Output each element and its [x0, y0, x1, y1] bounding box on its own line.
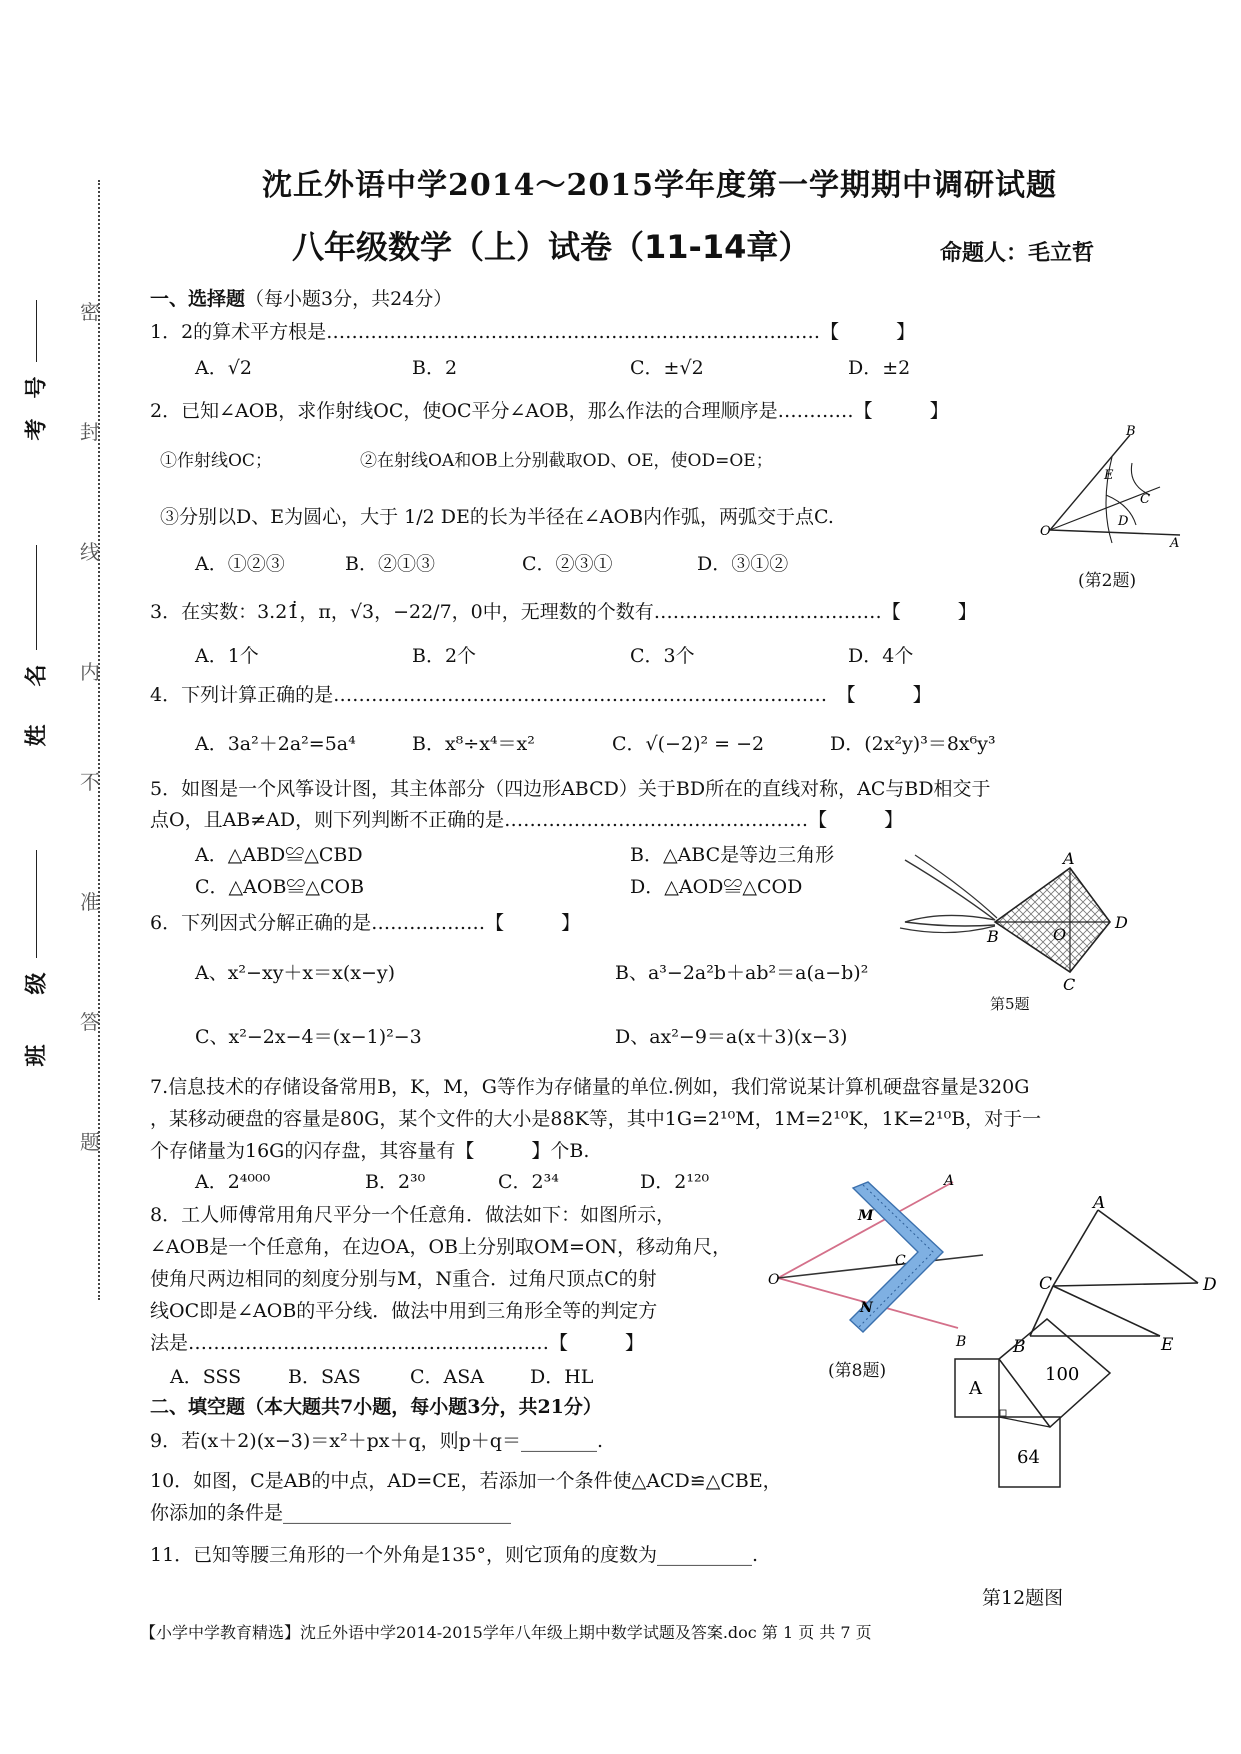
section1-title [150, 284, 452, 311]
q1-option-b[interactable]: B．2 [412, 357, 458, 379]
seal-char: 不 [80, 770, 100, 794]
q5-option-c[interactable]: C．△AOB≌△COB [195, 876, 365, 898]
q4-stem: 4．下列计算正确的是…………………………………………………………………… 【 】 [150, 684, 932, 706]
q8-option-c[interactable]: C．ASA [410, 1366, 484, 1388]
q4-option-a[interactable]: A．3a²＋2a²=5a⁴ [195, 733, 356, 755]
q7-line2: ，某移动硬盘的容量是80G，某个文件的大小是88K等，其中1G=2¹⁰M，1M=2¹⁰K，1K=2¹⁰B，对于一 [150, 1108, 1042, 1130]
q7-line1: 7.信息技术的存储设备常用B，K，M，G等作为存储量的单位.例如，我们常说某计算机硬盘容量是320G [150, 1076, 1030, 1098]
q10-line1: 10．如图，C是AB的中点，AD=CE，若添加一个条件使△ACD≌△CBE， [150, 1470, 782, 1492]
svg-text:B: B [956, 1334, 967, 1350]
q11-text[interactable]: 11．已知等腰三角形的一个外角是135°，则它顶角的度数为__________. [150, 1544, 758, 1566]
q2-step-3: ③分别以D、E为圆心，大于 1/2 DE的长为半径在∠AOB内作弧，两弧交于点C. [160, 506, 834, 528]
svg-text:D: D [1115, 913, 1128, 932]
svg-text:D: D [1203, 1275, 1217, 1295]
q2-option-a[interactable]: A．①②③ [195, 553, 285, 575]
q6-option-b[interactable]: B、a³−2a²b＋ab²＝a(a−b)² [615, 962, 869, 984]
q8-option-d[interactable]: D．HL [530, 1366, 594, 1388]
fig12-label-64: 64 [1017, 1447, 1040, 1468]
svg-text:C: C [1140, 492, 1150, 507]
q8-line3: 使角尺两边相同的刻度分别与M，N重合．过角尺顶点C的射 [150, 1268, 657, 1290]
seal-char: 封 [80, 420, 100, 444]
svg-text:E: E [1161, 1335, 1174, 1355]
page-footer: 【小学中学教育精选】沈丘外语中学2014-2015学年八年级上期中数学试题及答案.doc 第 1 页 共 7 页 [140, 1623, 872, 1642]
q6-stem: 6．下列因式分解正确的是………………【 】 [150, 912, 581, 934]
q1-option-c[interactable]: C．±√2 [630, 357, 704, 379]
svg-text:B: B [1126, 425, 1136, 439]
svg-text:A: A [1170, 536, 1180, 550]
q3-option-a[interactable]: A．1个 [195, 645, 259, 667]
fig12-label-a: A [969, 1378, 982, 1399]
q8-line5: 法是…………………………………………………【 】 [150, 1332, 645, 1354]
q2-step-1: ①作射线OC； [160, 451, 272, 471]
q5-option-d[interactable]: D．△AOD≌△COD [630, 876, 803, 898]
q2-option-b[interactable]: B．②①③ [345, 553, 435, 575]
q6-option-a[interactable]: A、x²−xy＋x＝x(x−y) [195, 962, 396, 984]
q9-text[interactable]: 9．若(x＋2)(x−3)＝x²＋px＋q，则p＋q＝________. [150, 1430, 604, 1452]
figure-q5-caption: 第5题 [990, 995, 1030, 1013]
svg-text:N: N [860, 1300, 873, 1316]
q5-option-b[interactable]: B．△ABC是等边三角形 [630, 844, 835, 866]
exam-number-label-1: 考 [23, 418, 50, 441]
exam-title: 沈丘外语中学2014～2015学年度第一学期期中调研试题 [262, 168, 1057, 203]
q1-option-a[interactable]: A．√2 [195, 357, 252, 379]
figure-q12-squares [950, 1315, 1122, 1490]
q1-option-d[interactable]: D．±2 [848, 357, 911, 379]
q6-option-c[interactable]: C、x²−2x−4＝(x−1)²−3 [195, 1026, 422, 1048]
q10-line2[interactable]: 你添加的条件是________________________ [150, 1502, 512, 1524]
q5-option-a[interactable]: A．△ABD≌△CBD [195, 844, 363, 866]
q7-option-c[interactable]: C．2³⁴ [498, 1171, 559, 1193]
q6-option-d[interactable]: D、ax²−9＝a(x＋3)(x−3) [615, 1026, 848, 1048]
exam-subtitle: 八年级数学（上）试卷（11-14章） [292, 228, 811, 266]
q4-option-b[interactable]: B．x⁸÷x⁴＝x² [412, 733, 535, 755]
svg-text:O: O [1053, 925, 1067, 944]
q8-option-a[interactable]: A．SSS [170, 1366, 242, 1388]
q3-stem: 3．在实数：3.21̇̇，π，√3，−22/7，0中，无理数的个数有………………………………【 】 [150, 601, 977, 623]
class-label-2: 级 [23, 972, 50, 995]
q8-option-b[interactable]: B．SAS [288, 1366, 361, 1388]
q2-option-c[interactable]: C．②③① [522, 553, 613, 575]
svg-text:O: O [1040, 524, 1051, 539]
q2-option-d[interactable]: D．③①② [697, 553, 789, 575]
svg-text:C: C [1063, 975, 1076, 990]
q8-line1: 8．工人师傅常用角尺平分一个任意角．做法如下：如图所示， [150, 1204, 676, 1226]
seal-char: 线 [80, 540, 100, 564]
section2-title: 二、填空题（本大题共7小题，每小题3分，共21分） [150, 1396, 602, 1418]
q3-option-d[interactable]: D．4个 [848, 645, 914, 667]
svg-text:D: D [1118, 514, 1129, 529]
q7-option-d[interactable]: D．2¹²⁰ [640, 1171, 710, 1193]
svg-text:A: A [1093, 1196, 1106, 1213]
figure-q2-caption: (第2题) [1078, 571, 1137, 591]
q4-option-d[interactable]: D．(2x²y)³＝8x⁶y³ [830, 733, 996, 755]
q2-stem: 2．已知∠AOB，求作射线OC，使OC平分∠AOB，那么作法的合理顺序是…………【 】 [150, 400, 949, 422]
q1-stem: 1．2的算术平方根是……………………………………………………………………【 】 [150, 321, 916, 343]
section1-heading: 一、选择题 [150, 288, 246, 310]
svg-text:O: O [768, 1272, 780, 1288]
q7-option-b[interactable]: B．2³⁰ [365, 1171, 426, 1193]
name-label-2: 名 [23, 664, 50, 687]
q8-line2: ∠AOB是一个任意角，在边OA，OB上分别取OM=ON，移动角尺， [150, 1236, 732, 1258]
q3-option-b[interactable]: B．2个 [412, 645, 477, 667]
svg-text:A: A [944, 1173, 955, 1189]
seal-char: 答 [80, 1010, 100, 1034]
svg-text:C: C [895, 1253, 906, 1269]
q3-option-c[interactable]: C．3个 [630, 645, 695, 667]
section1-note: （每小题3分，共24分） [245, 288, 453, 310]
svg-text:C: C [1039, 1274, 1053, 1294]
svg-text:E: E [1104, 468, 1114, 483]
seal-char: 题 [80, 1130, 100, 1154]
q7-option-a[interactable]: A．2⁴⁰⁰⁰ [195, 1171, 271, 1193]
figure-q12-caption: 第12题图 [982, 1587, 1064, 1609]
fig12-label-100: 100 [1045, 1364, 1080, 1385]
class-underline[interactable] [36, 850, 37, 958]
svg-text:A: A [1063, 850, 1075, 868]
svg-text:B: B [1013, 1337, 1026, 1357]
q4-option-c[interactable]: C．√(−2)² = −2 [612, 733, 765, 755]
q7-line3: 个存储量为16G的闪存盘，其容量有【 】个B. [150, 1140, 590, 1162]
q5-stem-line2: 点O，且AB≠AD，则下列判断不正确的是…………………………………………【 】 [150, 809, 904, 831]
name-underline[interactable] [36, 545, 37, 650]
seal-char: 密 [80, 300, 100, 324]
class-label-1: 班 [23, 1044, 50, 1067]
figure-q2-angle-bisector [1040, 425, 1190, 550]
figure-q8-caption: (第8题) [828, 1361, 887, 1381]
svg-text:B: B [987, 927, 999, 946]
exam-number-underline[interactable] [36, 300, 37, 362]
svg-text:M: M [858, 1208, 874, 1224]
seal-char: 准 [80, 890, 100, 914]
q2-step-2: ②在射线OA和OB上分别截取OD、OE，使OD=OE； [360, 451, 773, 471]
exam-author: 命题人：毛立哲 [940, 240, 1095, 266]
name-label-1: 姓 [23, 724, 50, 747]
q5-stem-line1: 5．如图是一个风筝设计图，其主体部分（四边形ABCD）关于BD所在的直线对称，AC与BD相交于 [150, 778, 991, 800]
q8-line4: 线OC即是∠AOB的平分线．做法中用到三角形全等的判定方 [150, 1300, 658, 1322]
seal-char: 内 [80, 660, 100, 684]
figure-q5-kite [895, 850, 1140, 990]
exam-number-label-2: 号 [23, 376, 50, 399]
